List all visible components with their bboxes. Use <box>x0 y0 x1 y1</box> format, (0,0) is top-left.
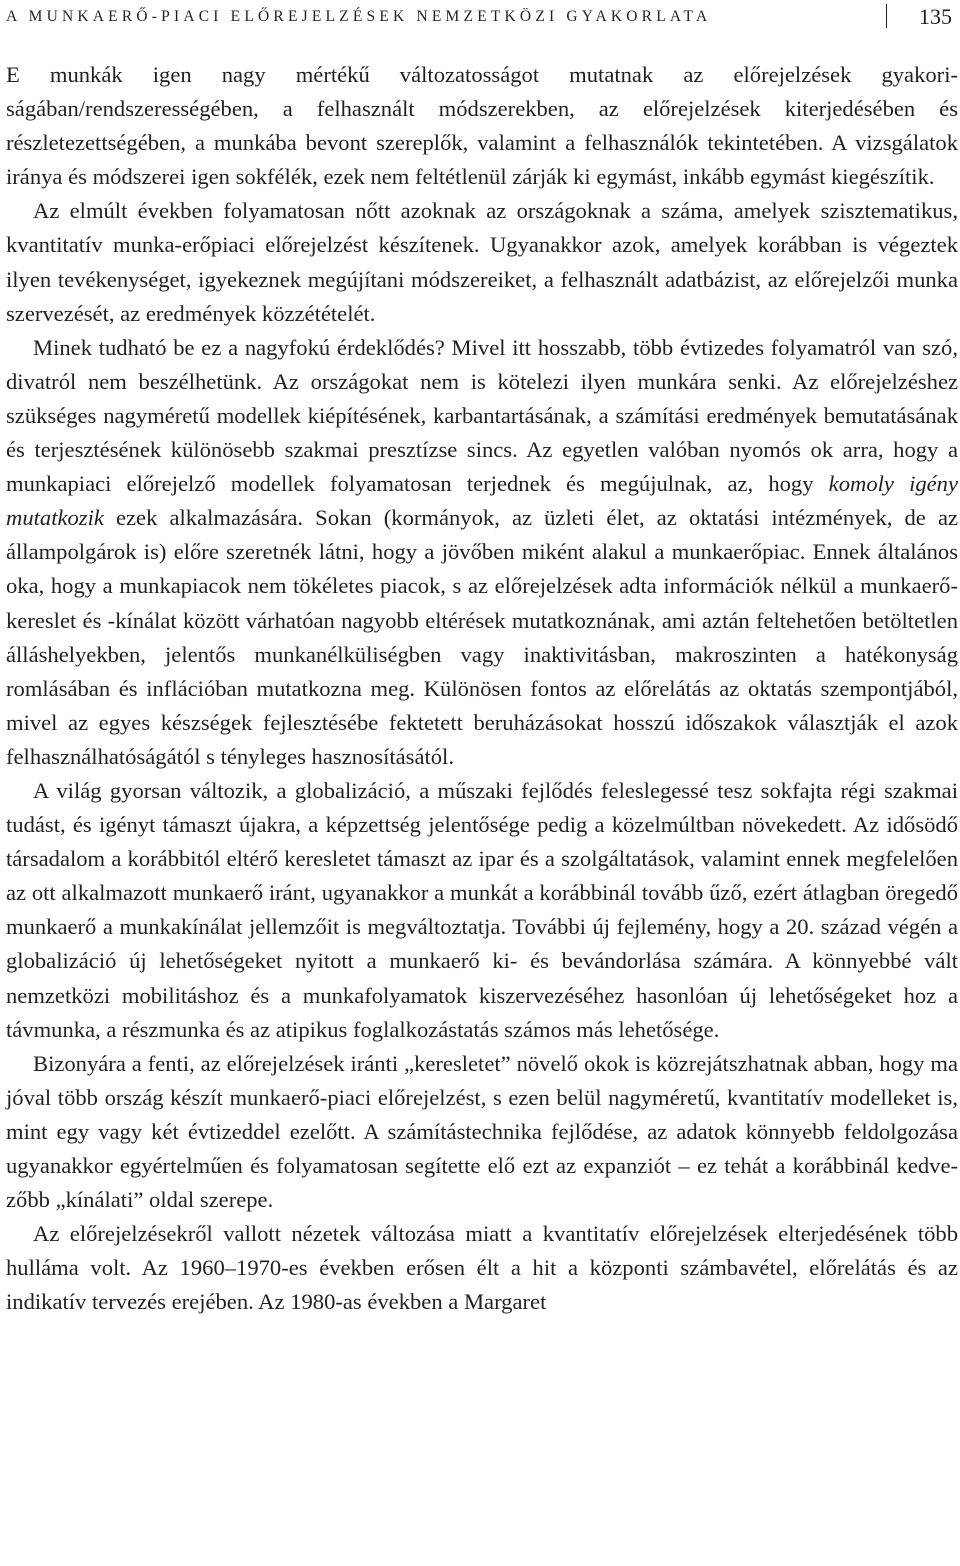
header-divider <box>886 4 887 28</box>
paragraph-3-end: ezek alkalmazására. Sokan (kormányok, az üzleti élet, az oktatási intézmények, de az állampolgárok is) előre szeretnék látni, hogy a jövőben miként alakul a munkaerőpiac. Ennek általános oka, hogy a munkapiacok nem tökéletes piacok, s az előrejelzések adta információk nélkül a munkaerő-kereslet és -kínálat között várhatóan nagyobb eltérések mutatkoznának, ami aztán feltehetően betöltetlen álláshelyekben, jelentős munkanélküliségben vagy inaktivitásban, makroszinten a hatékonyság romlásában és inflációban mutatkozna meg. Különösen fontos az előrelátás az oktatás szempontjából, mivel az egyes készségek fejlesztésébe fektetett beruházásokat hosszú időszakok választják el azok felhasználhatóságától s tényleges hasznosításától. <box>6 505 958 769</box>
paragraph-2: Az elmúlt években folyamatosan nőtt azoknak az országoknak a száma, amelyek szisztematikus, kvantitatív munka-erőpiaci előrejelzést készítenek. Ugyanakkor azok, amelyek korábban is végeztek ilyen tevékenységet, igyekeznek megújítani módszereiket, a felhasznált adatbázist, az előrejelzői munka szervezését, az eredmények közzétételét. <box>6 198 958 326</box>
running-title: A MUNKAERŐ-PIACI ELŐREJELZÉSEK NEMZETKÖZI GYAKORLATA <box>6 8 712 25</box>
running-header <box>6 2 954 32</box>
paragraph-3-start: Minek tudható be ez a nagyfokú érdeklődés? Mivel itt hosszabb, több évtizedes folyamatról van szó, divatról nem beszélhetünk. Az országokat nem is kötelezi ilyen munkára senki. Az előrejelzéshez szükséges nagyméretű modellek kiépítésének, karbantartásának, a számítási eredmények bemutatásának és terjesztésének különösebb szakmai presztízse sincs. Az egyetlen valóban nyomós ok arra, hogy a munkapiaci előrejelző modellek folyamatosan terjednek és megújulnak, az, hogy <box>6 334 958 497</box>
paragraph-1: E munkák igen nagy mértékű változatosságot mutatnak az előrejelzések gyakoriságában/rendszerességében, a felhasznált módszerekben, az előrejelzések kiterjedésében és részletezettségében, a munkába bevont szereplők, valamint a felhasználók tekintetében. A vizsgálatok iránya és módszerei igen sokfélék, ezek nem feltétlenül zárják ki egymást, inkább egymást kiegészítik. <box>6 62 958 190</box>
page-number: 135 <box>919 4 952 29</box>
emphasis-text: komoly igény mutatkozik <box>6 471 958 531</box>
paragraph-5: Bizonyára a fenti, az előrejelzések iránti „keresletet” növelő okok is közrejátszhatnak abban, hogy ma jóval több ország készít munkaerő-piaci előrejelzést, s ezen belül nagyméretű, kvantitatív modelleket is, mint egy vagy két évtizeddel ezelőtt. A számítástechnika fejlődése, az adatok könnyebb feldolgozása ugyanakkor egyértelműen és folyamatosan segítette elő ezt az expanziót – ez tehát a korábbinál kedvezőbb „kínálati” oldal szerepe. <box>6 1050 958 1213</box>
body-text <box>6 58 958 1319</box>
paragraph-6: Az előrejelzésekről vallott nézetek változása miatt a kvantitatív előrejelzések elterjedésének több hulláma volt. Az 1960–1970-es években erősen élt a hit a központi számbavétel, előrelátás és az indikatív tervezés erejében. Az 1980-as években a Margaret <box>6 1221 958 1315</box>
paragraph-4: A világ gyorsan változik, a globalizáció, a műszaki fejlődés feleslegessé tesz sokfajta régi szakmai tudást, és igényt támaszt újakra, a képzettség jelentősége pedig a közelmúltban növekedett. Az idősödő társadalom a korábbitól eltérő keresletet támaszt az ipar és a szolgáltatások, valamint ennek megfelelően az ott alkalmazott munkaerő iránt, ugyanakkor a munkát a korábbinál tovább űző, ezért átlagban öregedő munkaerő a munkakínálat jellemzőit is megváltoztatja. További új fejlemény, hogy a 20. század végén a globalizáció új lehetőségeket nyitott a munkaerő ki- és bevándorlása számára. A könnyebbé vált nemzetközi mobilitáshoz és a munkafolyamatok kiszervezéséhez hasonlóan új lehetőségeket hoz a távmunka, a részmunka és az atipikus foglalkozástatás számos más lehetősége. <box>6 777 958 1042</box>
paragraph-3 <box>6 331 958 774</box>
